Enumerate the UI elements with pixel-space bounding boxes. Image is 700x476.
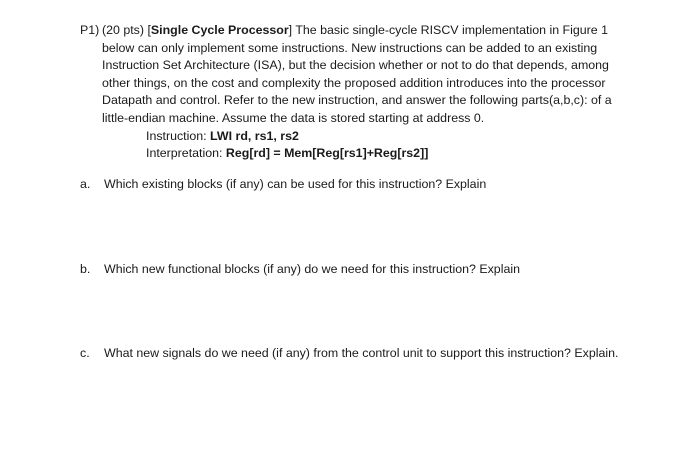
problem-points: (20 pts) [102, 23, 148, 37]
instruction-line [146, 128, 640, 146]
question-a [80, 176, 660, 193]
question-c [80, 345, 660, 362]
interpretation-label: Interpretation: [146, 146, 226, 161]
question-b-text: Which new functional blocks (if any) do we need for this instruction? Explain [104, 262, 520, 276]
problem-statement [80, 22, 640, 163]
question-b-letter: b. [80, 262, 91, 276]
instruction-value: LWI rd, rs1, rs2 [210, 128, 299, 143]
interpretation-line [146, 145, 640, 163]
problem-body [102, 22, 640, 163]
question-c-text: What new signals do we need (if any) from the control unit to support this instruction? Explain. [104, 346, 619, 360]
problem-title: Single Cycle Processor [150, 23, 289, 37]
bracket-open: [ [147, 23, 151, 37]
problem-description-text: The basic single-cycle RISCV implementation in Figure 1 below can only implement some instructions. New instructions can be added to an existing Instruction Set Architecture (ISA), but the decision whether or not to do that depends, among other things, on the cost and complexity the proposed addition introduces into the processor Datapath and control. Refer to the new instruction, and answer the following parts(a,b,c): of a little-endian machine. Assume the data is stored starting at address 0. [102, 23, 612, 125]
problem-description [102, 22, 640, 128]
bracket-close: ] [288, 23, 293, 37]
question-a-text: Which existing blocks (if any) can be used for this instruction? Explain [104, 177, 487, 191]
interpretation-value: Reg[rd] = Mem[Reg[rs1]+Reg[rs2]] [225, 146, 429, 161]
problem-header [80, 22, 640, 163]
question-b [80, 261, 660, 278]
problem-number: P1) [80, 23, 100, 37]
question-a-letter: a. [80, 177, 91, 191]
question-c-letter: c. [80, 346, 90, 360]
instruction-label: Instruction: [146, 128, 211, 143]
